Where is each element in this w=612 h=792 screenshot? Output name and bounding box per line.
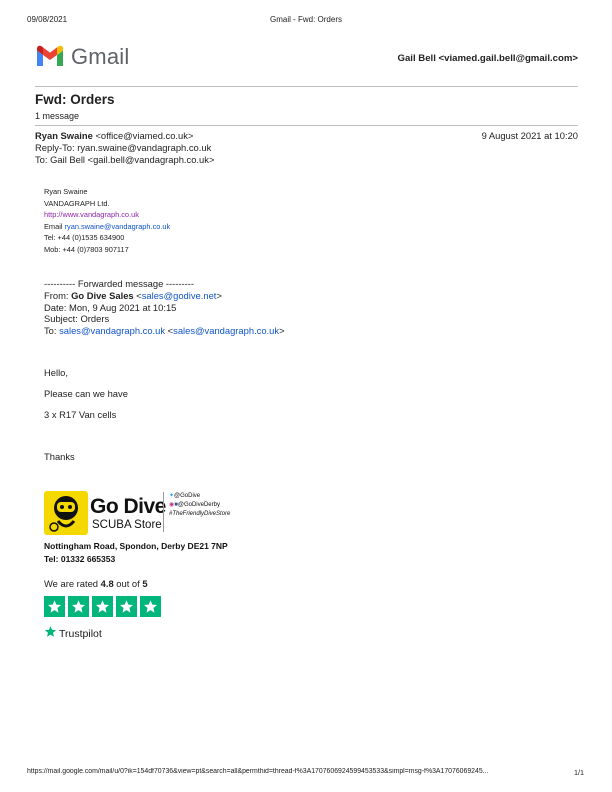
social-twitter[interactable]	[169, 492, 245, 501]
print-title: Gmail - Fwd: Orders	[269, 15, 342, 24]
godive-address: Nottingham Road, Spondon, Derby DE21 7NP	[44, 541, 228, 551]
from-label: From:	[44, 289, 72, 301]
rating-stars[interactable]	[44, 596, 164, 617]
social-instagram-facebook[interactable]	[169, 501, 245, 510]
diver-mascot-icon	[44, 491, 88, 535]
from-email-link[interactable]: sales@godive.net	[141, 289, 217, 301]
signature-email-label: Email	[44, 221, 65, 231]
body-line-2: 3 x R17 Van cells	[44, 409, 117, 420]
body-greeting: Hello,	[44, 367, 68, 378]
signature-email-line	[44, 221, 170, 233]
divider	[35, 125, 578, 126]
social-ig-fb-handle: @GoDiveDerby	[177, 502, 220, 508]
godive-logo-name: Go Dive	[90, 495, 166, 518]
forwarded-to	[44, 325, 285, 337]
star-icon	[44, 596, 65, 617]
gmail-logo-icon[interactable]	[35, 44, 65, 68]
godive-tel: Tel: 01332 665353	[44, 554, 116, 564]
forwarded-divider: ---------- Forwarded message ---------	[44, 278, 194, 289]
signature-tel: Tel: +44 (0)1535 634900	[44, 233, 125, 242]
forwarded-header	[44, 278, 285, 337]
to-line: To: Gail Bell <gail.bell@vandagraph.co.uk>	[35, 154, 215, 165]
rating-max: 5	[142, 578, 148, 589]
sender-line	[35, 130, 193, 141]
print-date: 09/08/2021	[27, 15, 68, 24]
star-icon	[92, 596, 113, 617]
star-icon	[68, 596, 89, 617]
rating-value: 4.8	[100, 578, 114, 589]
social-twitter-handle: @GoDive	[174, 493, 201, 499]
to-bracket-close: >	[279, 325, 285, 337]
twitter-icon: ✦	[169, 493, 175, 499]
from-name: Go Dive Sales	[71, 289, 134, 301]
from-bracket-close: >	[216, 289, 222, 301]
godive-social	[163, 492, 245, 532]
trustpilot-logo[interactable]	[44, 625, 102, 643]
signature	[44, 186, 170, 255]
sender-name[interactable]: Ryan Swaine	[35, 130, 93, 141]
account-label: Gail Bell <viamed.gail.bell@gmail.com>	[397, 53, 578, 64]
message-count: 1 message	[35, 111, 80, 121]
thread-subject: Fwd: Orders	[35, 92, 115, 107]
forwarded-subject: Subject: Orders	[44, 313, 110, 325]
social-hashtag: #TheFriendlyDiveStore	[169, 511, 231, 517]
rating-suffix: out of	[113, 578, 143, 589]
facebook-icon: ■	[174, 502, 178, 508]
rating-prefix: We are rated	[44, 578, 101, 589]
gmail-logo-text: Gmail	[71, 44, 130, 69]
rating-text	[44, 578, 148, 589]
star-icon	[140, 596, 161, 617]
signature-name: Ryan Swaine	[44, 187, 88, 196]
body-line-1: Please can we have	[44, 388, 128, 399]
trustpilot-star-icon	[44, 625, 57, 643]
page-number: 1/1	[574, 768, 584, 777]
signature-website-link[interactable]: http://www.vandagraph.co.uk	[44, 210, 139, 219]
forwarded-from	[44, 290, 285, 302]
to-bracket-open: <	[165, 325, 174, 337]
body-closing: Thanks	[44, 451, 75, 462]
signature-email-link[interactable]: ryan.swaine@vandagraph.co.uk	[64, 221, 171, 231]
forwarded-date: Date: Mon, 9 Aug 2021 at 10:15	[44, 301, 177, 313]
to-email-link[interactable]: sales@vandagraph.co.uk	[59, 325, 166, 337]
to-label: To:	[44, 325, 60, 337]
godive-logo-subtitle: SCUBA Store	[92, 519, 162, 531]
trustpilot-label: Trustpilot	[59, 628, 102, 640]
from-bracket-open: <	[133, 289, 142, 301]
sender-email: <office@viamed.co.uk>	[95, 130, 194, 141]
signature-mob: Mob: +44 (0)7803 907117	[44, 244, 129, 254]
reply-to: Reply-To: ryan.swaine@vandagraph.co.uk	[35, 142, 212, 153]
to-email-link-2[interactable]: sales@vandagraph.co.uk	[173, 325, 280, 337]
message-date: 9 August 2021 at 10:20	[481, 130, 578, 141]
signature-company: VANDAGRAPH Ltd.	[44, 198, 110, 208]
footer-url: https://mail.google.com/mail/u/0?ik=154df70736&view=pt&search=all&permthid=thread-f%3A1707606924599453533&simpl=msg-f%3A17076069245...	[27, 768, 489, 775]
instagram-icon: ◉	[169, 502, 175, 508]
divider	[35, 86, 578, 87]
star-icon	[116, 596, 137, 617]
